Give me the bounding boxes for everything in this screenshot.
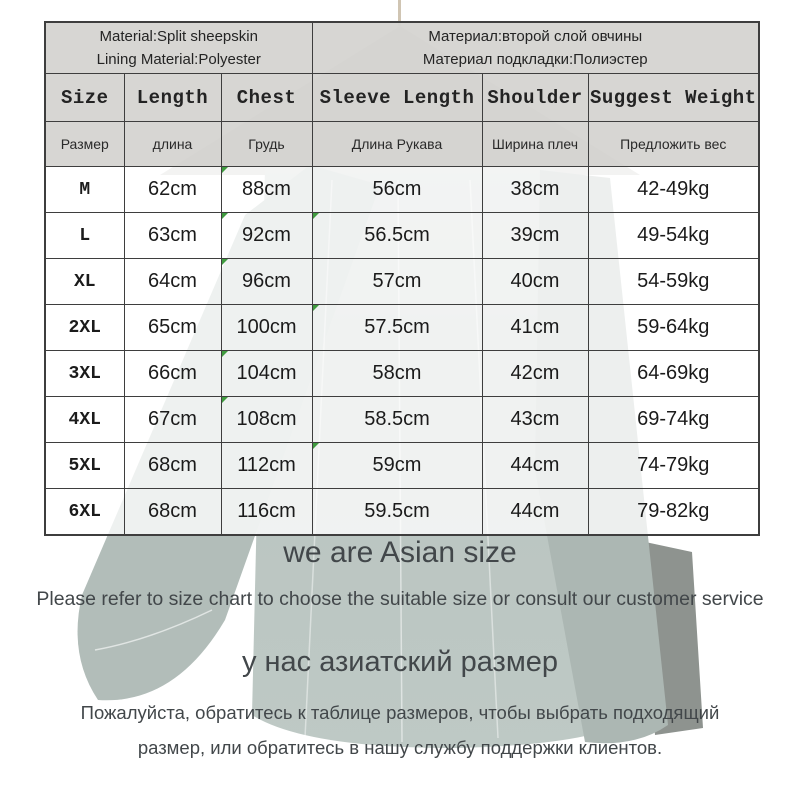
value-cell: 96cm	[221, 259, 312, 305]
column-header-en-4: Shoulder	[482, 74, 588, 122]
value-cell: 65cm	[124, 305, 221, 351]
value-cell: 116cm	[221, 489, 312, 536]
value-cell: 59-64kg	[588, 305, 759, 351]
value-cell: 58cm	[312, 351, 482, 397]
column-headers-ru-row	[45, 122, 759, 167]
size-cell: L	[45, 213, 124, 259]
value-cell: 64-69kg	[588, 351, 759, 397]
material-header-row	[45, 22, 759, 74]
value-cell: 92cm	[221, 213, 312, 259]
value-cell: 88cm	[221, 167, 312, 213]
size-cell: 3XL	[45, 351, 124, 397]
asian-size-note-en: we are Asian size	[283, 536, 517, 569]
material-ru-line2: Материал подкладки:Полиэстер	[422, 51, 648, 68]
value-cell: 54-59kg	[588, 259, 759, 305]
value-cell: 39cm	[482, 213, 588, 259]
column-header-ru-2: Грудь	[221, 122, 312, 167]
value-cell: 56cm	[312, 167, 482, 213]
value-cell: 59cm	[312, 443, 482, 489]
value-cell: 58.5cm	[312, 397, 482, 443]
material-ru-cell	[312, 22, 759, 74]
refer-note-ru-line1: Пожалуйста, обратитесь к таблице размеров, чтобы выбрать подходящий	[80, 702, 720, 723]
value-cell: 69-74kg	[588, 397, 759, 443]
value-cell: 49-54kg	[588, 213, 759, 259]
cell-corner-mark	[222, 259, 228, 265]
value-cell: 41cm	[482, 305, 588, 351]
column-header-ru-0: Размер	[45, 122, 124, 167]
value-cell: 112cm	[221, 443, 312, 489]
material-en-line1: Material:Split sheepskin	[99, 27, 258, 45]
value-cell: 63cm	[124, 213, 221, 259]
table-row-4XL	[45, 397, 759, 443]
size-cell: 2XL	[45, 305, 124, 351]
column-header-ru-4: Ширина плеч	[482, 122, 588, 167]
column-header-en-5: Suggest Weight	[588, 74, 759, 122]
column-header-en-1: Length	[124, 74, 221, 122]
value-cell: 56.5cm	[312, 213, 482, 259]
table-row-XL	[45, 259, 759, 305]
column-header-en-0: Size	[45, 74, 124, 122]
table-row-2XL	[45, 305, 759, 351]
column-header-ru-3: Длина Рукава	[312, 122, 482, 167]
asian-size-note-ru: у нас азиатский размер	[241, 646, 559, 678]
table-row-3XL	[45, 351, 759, 397]
value-cell: 68cm	[124, 489, 221, 536]
material-en-line2: Lining Material:Polyester	[96, 51, 261, 68]
value-cell: 44cm	[482, 443, 588, 489]
value-cell: 74-79kg	[588, 443, 759, 489]
table-row-5XL	[45, 443, 759, 489]
value-cell: 104cm	[221, 351, 312, 397]
value-cell: 100cm	[221, 305, 312, 351]
value-cell: 57cm	[312, 259, 482, 305]
value-cell: 43cm	[482, 397, 588, 443]
value-cell: 44cm	[482, 489, 588, 536]
value-cell: 108cm	[221, 397, 312, 443]
value-cell: 62cm	[124, 167, 221, 213]
refer-note-ru-line2: размер, или обратитесь в нашу службу поддержки клиентов.	[137, 737, 663, 758]
size-cell: XL	[45, 259, 124, 305]
refer-note-en: Please refer to size chart to choose the suitable size or consult our customer service	[36, 588, 764, 610]
table-row-6XL	[45, 489, 759, 536]
cell-corner-mark	[222, 351, 228, 357]
value-cell: 64cm	[124, 259, 221, 305]
value-cell: 40cm	[482, 259, 588, 305]
cell-corner-mark	[222, 167, 228, 173]
value-cell: 79-82kg	[588, 489, 759, 536]
size-table	[44, 21, 760, 536]
column-headers-en-row	[45, 74, 759, 122]
column-header-ru-1: длина	[124, 122, 221, 167]
value-cell: 68cm	[124, 443, 221, 489]
material-ru-line1: Материал:второй слой овчины	[428, 27, 643, 45]
cell-corner-mark	[222, 397, 228, 403]
cell-corner-mark	[313, 305, 319, 311]
value-cell: 42-49kg	[588, 167, 759, 213]
table-row-M	[45, 167, 759, 213]
value-cell: 57.5cm	[312, 305, 482, 351]
material-en-cell	[45, 22, 312, 74]
size-cell: 6XL	[45, 489, 124, 536]
column-header-en-3: Sleeve Length	[312, 74, 482, 122]
column-header-en-2: Chest	[221, 74, 312, 122]
table-row-L	[45, 213, 759, 259]
size-cell: 4XL	[45, 397, 124, 443]
value-cell: 67cm	[124, 397, 221, 443]
size-cell: M	[45, 167, 124, 213]
value-cell: 59.5cm	[312, 489, 482, 536]
value-cell: 38cm	[482, 167, 588, 213]
value-cell: 42cm	[482, 351, 588, 397]
cell-corner-mark	[313, 213, 319, 219]
cell-corner-mark	[222, 213, 228, 219]
size-cell: 5XL	[45, 443, 124, 489]
column-header-ru-5: Предложить вес	[588, 122, 759, 167]
value-cell: 66cm	[124, 351, 221, 397]
cell-corner-mark	[313, 443, 319, 449]
